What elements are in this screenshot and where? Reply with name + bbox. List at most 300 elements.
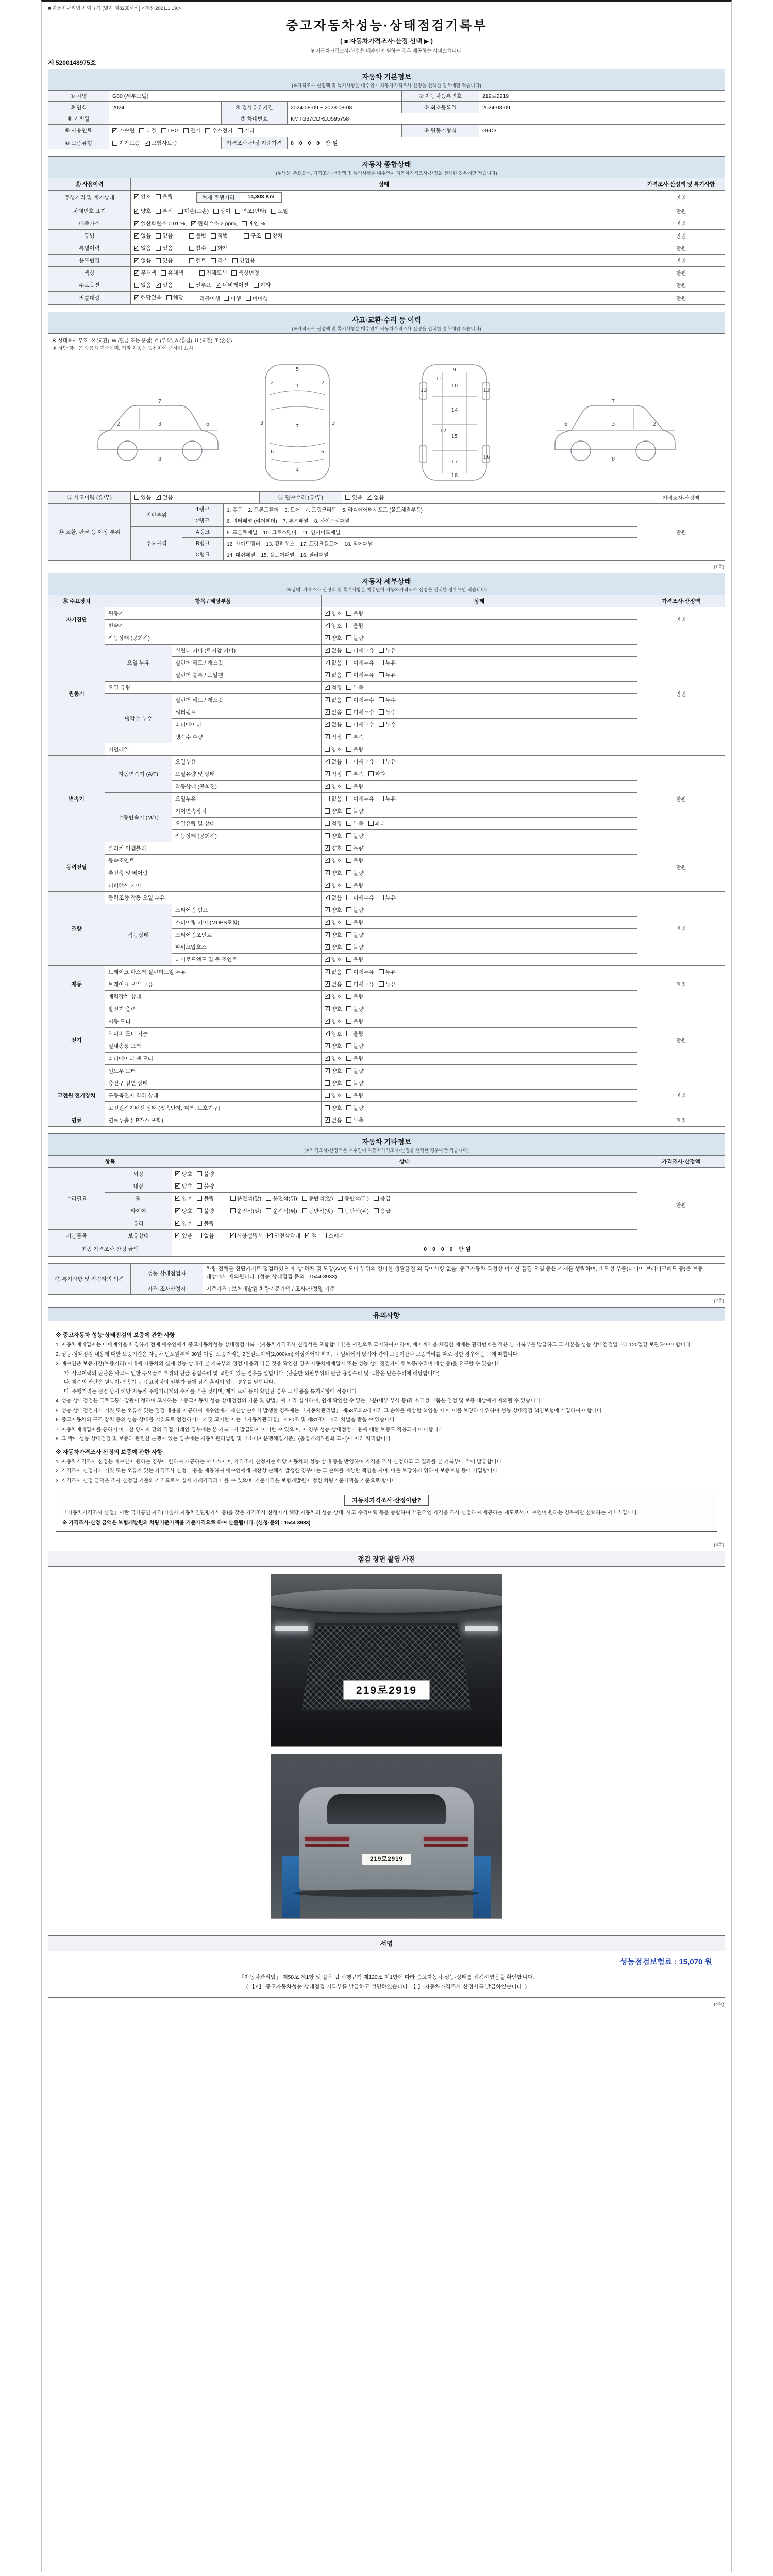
checkbox-option[interactable] <box>231 269 259 277</box>
checkbox-option[interactable] <box>346 1042 363 1050</box>
checkbox-option[interactable] <box>374 1207 391 1215</box>
checkbox-icon[interactable] <box>346 759 351 764</box>
checkbox-option[interactable] <box>197 1170 214 1178</box>
checkbox-icon[interactable] <box>346 623 351 628</box>
checkbox-option[interactable] <box>346 844 363 852</box>
checkbox-icon[interactable] <box>178 209 183 214</box>
checkbox-option[interactable] <box>189 257 206 264</box>
checkbox-option[interactable] <box>156 207 173 215</box>
checkbox-option[interactable] <box>346 684 363 691</box>
checkbox-icon[interactable] <box>374 1196 379 1201</box>
checked-checkbox-icon[interactable] <box>325 722 330 727</box>
checkbox-option[interactable] <box>368 820 385 827</box>
checkbox-option[interactable] <box>112 127 135 134</box>
checkbox-icon[interactable] <box>346 944 351 950</box>
checkbox-icon[interactable] <box>166 295 172 300</box>
checkbox-option[interactable] <box>346 869 363 877</box>
checkbox-icon[interactable] <box>379 796 384 801</box>
checkbox-option[interactable] <box>346 906 363 914</box>
checked-checkbox-icon[interactable] <box>134 221 139 226</box>
checkbox-option[interactable] <box>346 659 374 667</box>
checkbox-option[interactable] <box>325 980 342 988</box>
checkbox-icon[interactable] <box>139 128 144 133</box>
checkbox-option[interactable] <box>156 281 173 289</box>
checkbox-option[interactable] <box>134 207 151 215</box>
checkbox-option[interactable] <box>325 609 342 617</box>
checkbox-option[interactable] <box>325 708 342 716</box>
checkbox-option[interactable] <box>161 269 183 277</box>
checkbox-option[interactable] <box>238 127 255 134</box>
checkbox-option[interactable] <box>134 269 156 277</box>
checkbox-icon[interactable] <box>230 1196 236 1201</box>
checkbox-option[interactable] <box>325 1116 342 1124</box>
checkbox-icon[interactable] <box>242 221 247 226</box>
checkbox-option[interactable] <box>325 1079 342 1087</box>
checked-checkbox-icon[interactable] <box>325 685 330 690</box>
checkbox-option[interactable] <box>379 696 396 704</box>
checked-checkbox-icon[interactable] <box>325 994 330 999</box>
checkbox-option[interactable] <box>156 193 173 200</box>
checked-checkbox-icon[interactable] <box>175 1233 180 1238</box>
checkbox-icon[interactable] <box>346 796 351 801</box>
checkbox-icon[interactable] <box>346 1019 351 1024</box>
checkbox-option[interactable] <box>346 894 374 902</box>
checked-checkbox-icon[interactable] <box>267 1233 273 1238</box>
checkbox-option[interactable] <box>346 721 374 728</box>
checkbox-option[interactable] <box>230 1195 262 1202</box>
checkbox-option[interactable] <box>325 968 342 976</box>
checkbox-option[interactable] <box>197 1182 214 1190</box>
checkbox-icon[interactable] <box>156 209 161 214</box>
checkbox-icon[interactable] <box>161 128 166 133</box>
checkbox-option[interactable] <box>325 993 342 1001</box>
checkbox-option[interactable] <box>199 269 227 277</box>
checkbox-option[interactable] <box>346 968 374 976</box>
checkbox-icon[interactable] <box>346 808 351 814</box>
checkbox-icon[interactable] <box>232 258 238 263</box>
checked-checkbox-icon[interactable] <box>325 635 330 640</box>
checkbox-icon[interactable] <box>156 233 161 239</box>
checked-checkbox-icon[interactable] <box>112 128 117 133</box>
checkbox-icon[interactable] <box>325 833 330 838</box>
checkbox-option[interactable] <box>346 1030 363 1038</box>
checkbox-option[interactable] <box>242 219 265 227</box>
checkbox-option[interactable] <box>175 1170 192 1178</box>
checkbox-icon[interactable] <box>161 270 166 276</box>
checkbox-icon[interactable] <box>346 722 351 727</box>
checkbox-option[interactable] <box>325 919 342 926</box>
checkbox-option[interactable] <box>325 622 342 630</box>
checkbox-icon[interactable] <box>346 969 351 974</box>
checkbox-icon[interactable] <box>213 209 219 214</box>
checked-checkbox-icon[interactable] <box>325 944 330 950</box>
checkbox-option[interactable] <box>134 244 151 252</box>
checkbox-icon[interactable] <box>230 1208 236 1213</box>
checkbox-option[interactable] <box>191 219 237 227</box>
checkbox-option[interactable] <box>325 1055 342 1062</box>
checkbox-icon[interactable] <box>346 1056 351 1061</box>
checked-checkbox-icon[interactable] <box>325 623 330 628</box>
checkbox-icon[interactable] <box>302 1196 307 1201</box>
checked-checkbox-icon[interactable] <box>230 1233 236 1238</box>
checkbox-option[interactable] <box>266 1195 297 1202</box>
checkbox-icon[interactable] <box>244 233 249 239</box>
checked-checkbox-icon[interactable] <box>325 784 330 789</box>
checkbox-option[interactable] <box>346 919 363 926</box>
checkbox-icon[interactable] <box>134 283 139 288</box>
checkbox-option[interactable] <box>338 1207 369 1215</box>
checkbox-option[interactable] <box>346 943 363 951</box>
checked-checkbox-icon[interactable] <box>134 209 139 214</box>
checkbox-option[interactable] <box>346 980 374 988</box>
checkbox-option[interactable] <box>325 783 342 790</box>
checkbox-option[interactable] <box>346 770 363 778</box>
checkbox-icon[interactable] <box>325 796 330 801</box>
checkbox-icon[interactable] <box>325 821 330 826</box>
checkbox-option[interactable] <box>325 882 342 889</box>
checkbox-option[interactable] <box>379 795 396 803</box>
checkbox-icon[interactable] <box>379 969 384 974</box>
checkbox-icon[interactable] <box>346 1093 351 1098</box>
checkbox-icon[interactable] <box>156 246 161 251</box>
checked-checkbox-icon[interactable] <box>134 295 139 300</box>
checked-checkbox-icon[interactable] <box>134 246 139 251</box>
checkbox-option[interactable] <box>156 257 173 264</box>
checkbox-icon[interactable] <box>189 233 194 239</box>
checkbox-icon[interactable] <box>346 709 351 715</box>
checkbox-option[interactable] <box>346 993 363 1001</box>
checkbox-option[interactable] <box>267 1232 300 1240</box>
checked-checkbox-icon[interactable] <box>145 141 150 146</box>
checkbox-option[interactable] <box>346 783 363 790</box>
checkbox-option[interactable] <box>265 232 282 240</box>
checkbox-icon[interactable] <box>346 1031 351 1036</box>
checkbox-option[interactable] <box>379 721 396 728</box>
checkbox-icon[interactable] <box>238 128 243 133</box>
checkbox-icon[interactable] <box>368 771 374 776</box>
checkbox-option[interactable] <box>325 857 342 865</box>
checked-checkbox-icon[interactable] <box>191 221 196 226</box>
checkbox-option[interactable] <box>197 1219 214 1227</box>
checkbox-icon[interactable] <box>325 1105 330 1110</box>
checkbox-option[interactable] <box>175 1182 192 1190</box>
checkbox-option[interactable] <box>305 1232 317 1240</box>
checkbox-option[interactable] <box>235 207 266 215</box>
checkbox-option[interactable] <box>134 232 151 240</box>
checkbox-icon[interactable] <box>211 258 216 263</box>
checkbox-icon[interactable] <box>266 1208 271 1213</box>
checked-checkbox-icon[interactable] <box>325 969 330 974</box>
checkbox-option[interactable] <box>379 659 396 667</box>
checkbox-icon[interactable] <box>189 283 194 288</box>
checkbox-option[interactable] <box>379 968 396 976</box>
checkbox-icon[interactable] <box>346 672 351 677</box>
checkbox-option[interactable] <box>325 758 342 766</box>
checkbox-option[interactable] <box>325 1067 342 1075</box>
checkbox-icon[interactable] <box>346 981 351 987</box>
checkbox-option[interactable] <box>134 294 162 301</box>
checkbox-option[interactable] <box>271 207 288 215</box>
checkbox-option[interactable] <box>346 1116 363 1124</box>
checkbox-option[interactable] <box>345 494 362 501</box>
checkbox-option[interactable] <box>134 219 187 227</box>
checked-checkbox-icon[interactable] <box>325 1031 330 1036</box>
checkbox-icon[interactable] <box>265 233 271 239</box>
checkbox-icon[interactable] <box>379 981 384 987</box>
checkbox-option[interactable] <box>346 807 363 815</box>
checkbox-icon[interactable] <box>346 932 351 937</box>
checkbox-icon[interactable] <box>346 895 351 900</box>
checked-checkbox-icon[interactable] <box>325 957 330 962</box>
checked-checkbox-icon[interactable] <box>134 233 139 239</box>
checkbox-option[interactable] <box>156 232 173 240</box>
checkbox-option[interactable] <box>346 609 363 617</box>
checkbox-option[interactable] <box>338 1195 369 1202</box>
checked-checkbox-icon[interactable] <box>134 270 139 276</box>
checkbox-icon[interactable] <box>346 1080 351 1086</box>
checked-checkbox-icon[interactable] <box>325 981 330 987</box>
checkbox-option[interactable] <box>322 1232 344 1240</box>
checkbox-icon[interactable] <box>346 1068 351 1073</box>
checkbox-icon[interactable] <box>266 1196 271 1201</box>
checkbox-option[interactable] <box>175 1207 192 1215</box>
checkbox-option[interactable] <box>189 281 211 289</box>
checkbox-icon[interactable] <box>379 697 384 702</box>
checkbox-icon[interactable] <box>235 209 240 214</box>
checkbox-icon[interactable] <box>197 1183 202 1189</box>
checkbox-option[interactable] <box>346 882 363 889</box>
checked-checkbox-icon[interactable] <box>325 672 330 677</box>
checkbox-option[interactable] <box>134 281 151 289</box>
checkbox-option[interactable] <box>346 758 374 766</box>
checkbox-option[interactable] <box>302 1207 333 1215</box>
checkbox-option[interactable] <box>325 745 342 753</box>
checkbox-icon[interactable] <box>346 771 351 776</box>
checkbox-icon[interactable] <box>379 759 384 764</box>
checked-checkbox-icon[interactable] <box>325 920 330 925</box>
checkbox-option[interactable] <box>346 931 363 939</box>
checkbox-option[interactable] <box>325 931 342 939</box>
checkbox-option[interactable] <box>346 1055 363 1062</box>
checkbox-icon[interactable] <box>346 821 351 826</box>
checkbox-icon[interactable] <box>374 1208 379 1213</box>
checkbox-option[interactable] <box>325 1092 342 1099</box>
checkbox-option[interactable] <box>346 820 363 827</box>
checkbox-icon[interactable] <box>346 1006 351 1011</box>
checkbox-icon[interactable] <box>346 648 351 653</box>
checkbox-icon[interactable] <box>379 672 384 677</box>
checkbox-icon[interactable] <box>379 648 384 653</box>
checkbox-icon[interactable] <box>271 209 276 214</box>
checkbox-icon[interactable] <box>346 685 351 690</box>
checkbox-option[interactable] <box>325 1005 342 1013</box>
checkbox-option[interactable] <box>346 745 363 753</box>
checkbox-option[interactable] <box>325 634 342 642</box>
checkbox-option[interactable] <box>346 1104 363 1112</box>
checked-checkbox-icon[interactable] <box>175 1221 180 1226</box>
checkbox-option[interactable] <box>374 1195 391 1202</box>
checkbox-option[interactable] <box>325 1104 342 1112</box>
checkbox-option[interactable] <box>368 770 385 778</box>
checked-checkbox-icon[interactable] <box>325 1019 330 1024</box>
checkbox-option[interactable] <box>367 494 384 501</box>
checkbox-icon[interactable] <box>211 233 216 239</box>
checkbox-option[interactable] <box>325 671 342 679</box>
checkbox-option[interactable] <box>145 139 178 147</box>
checkbox-option[interactable] <box>213 207 230 215</box>
checkbox-icon[interactable] <box>379 722 384 727</box>
checkbox-option[interactable] <box>183 127 200 134</box>
checked-checkbox-icon[interactable] <box>325 907 330 912</box>
checkbox-option[interactable] <box>325 1042 342 1050</box>
checkbox-option[interactable] <box>134 257 151 264</box>
checkbox-option[interactable] <box>325 721 342 728</box>
checkbox-icon[interactable] <box>346 611 351 616</box>
checkbox-icon[interactable] <box>156 258 161 263</box>
checkbox-option[interactable] <box>325 956 342 963</box>
checkbox-option[interactable] <box>346 696 374 704</box>
checkbox-icon[interactable] <box>302 1208 307 1213</box>
checkbox-option[interactable] <box>346 622 363 630</box>
checkbox-option[interactable] <box>379 758 396 766</box>
checked-checkbox-icon[interactable] <box>325 845 330 851</box>
checkbox-icon[interactable] <box>254 283 259 288</box>
checked-checkbox-icon[interactable] <box>175 1183 180 1189</box>
checkbox-option[interactable] <box>325 647 342 654</box>
checkbox-icon[interactable] <box>338 1196 343 1201</box>
checkbox-option[interactable] <box>325 807 342 815</box>
checkbox-option[interactable] <box>346 857 363 865</box>
checkbox-option[interactable] <box>189 232 206 240</box>
checkbox-option[interactable] <box>325 795 342 803</box>
checkbox-option[interactable] <box>139 127 156 134</box>
checked-checkbox-icon[interactable] <box>325 697 330 702</box>
checkbox-icon[interactable] <box>346 883 351 888</box>
checkbox-icon[interactable] <box>134 495 139 500</box>
checkbox-option[interactable] <box>346 1092 363 1099</box>
checked-checkbox-icon[interactable] <box>325 648 330 653</box>
checkbox-icon[interactable] <box>112 141 117 146</box>
checked-checkbox-icon[interactable] <box>325 1056 330 1061</box>
checkbox-icon[interactable] <box>199 270 205 276</box>
checkbox-option[interactable] <box>230 1232 263 1240</box>
checkbox-option[interactable] <box>178 207 209 215</box>
checkbox-icon[interactable] <box>325 808 330 814</box>
checkbox-icon[interactable] <box>346 784 351 789</box>
checkbox-option[interactable] <box>346 956 363 963</box>
checkbox-icon[interactable] <box>346 1043 351 1048</box>
checkbox-option[interactable] <box>346 1005 363 1013</box>
checkbox-icon[interactable] <box>346 994 351 999</box>
checked-checkbox-icon[interactable] <box>305 1233 310 1238</box>
checkbox-option[interactable] <box>325 832 342 840</box>
checkbox-option[interactable] <box>346 1018 363 1025</box>
checked-checkbox-icon[interactable] <box>216 283 221 288</box>
checked-checkbox-icon[interactable] <box>156 495 161 500</box>
checkbox-option[interactable] <box>156 494 173 501</box>
checkbox-option[interactable] <box>134 494 151 501</box>
checkbox-option[interactable] <box>325 820 342 827</box>
checkbox-option[interactable] <box>325 844 342 852</box>
checked-checkbox-icon[interactable] <box>325 870 330 875</box>
checkbox-option[interactable] <box>175 1232 192 1240</box>
checkbox-option[interactable] <box>197 1207 214 1215</box>
checkbox-option[interactable] <box>346 1067 363 1075</box>
checkbox-option[interactable] <box>156 244 173 252</box>
checkbox-option[interactable] <box>266 1207 297 1215</box>
checkbox-icon[interactable] <box>197 1196 202 1201</box>
checkbox-icon[interactable] <box>231 270 237 276</box>
checkbox-icon[interactable] <box>346 747 351 752</box>
checked-checkbox-icon[interactable] <box>325 858 330 863</box>
checkbox-option[interactable] <box>246 295 268 302</box>
checkbox-option[interactable] <box>216 281 249 289</box>
checkbox-icon[interactable] <box>346 957 351 962</box>
checkbox-option[interactable] <box>325 1018 342 1025</box>
checked-checkbox-icon[interactable] <box>325 660 330 665</box>
checked-checkbox-icon[interactable] <box>325 1117 330 1123</box>
checkbox-icon[interactable] <box>211 246 216 251</box>
checkbox-option[interactable] <box>346 634 363 642</box>
checked-checkbox-icon[interactable] <box>367 495 372 500</box>
checkbox-icon[interactable] <box>346 920 351 925</box>
checkbox-option[interactable] <box>325 894 342 902</box>
checkbox-option[interactable] <box>224 295 241 302</box>
checkbox-icon[interactable] <box>325 747 330 752</box>
checked-checkbox-icon[interactable] <box>175 1171 180 1176</box>
checkbox-icon[interactable] <box>325 1080 330 1086</box>
checkbox-icon[interactable] <box>345 495 350 500</box>
checkbox-option[interactable] <box>325 696 342 704</box>
checkbox-icon[interactable] <box>368 821 374 826</box>
checked-checkbox-icon[interactable] <box>175 1196 180 1201</box>
checkbox-option[interactable] <box>254 281 271 289</box>
checkbox-icon[interactable] <box>379 895 384 900</box>
checkbox-icon[interactable] <box>346 870 351 875</box>
checkbox-option[interactable] <box>325 906 342 914</box>
checkbox-option[interactable] <box>211 232 228 240</box>
checkbox-icon[interactable] <box>246 296 251 301</box>
checked-checkbox-icon[interactable] <box>325 771 330 776</box>
checkbox-icon[interactable] <box>346 907 351 912</box>
checkbox-option[interactable] <box>134 193 151 200</box>
checkbox-icon[interactable] <box>156 194 161 199</box>
checkbox-icon[interactable] <box>346 845 351 851</box>
checked-checkbox-icon[interactable] <box>325 734 330 739</box>
checkbox-option[interactable] <box>175 1219 192 1227</box>
checkbox-icon[interactable] <box>325 1093 330 1098</box>
checkbox-option[interactable] <box>244 232 261 240</box>
checkbox-icon[interactable] <box>197 1171 202 1176</box>
checkbox-icon[interactable] <box>346 858 351 863</box>
checkbox-option[interactable] <box>197 1195 214 1202</box>
checked-checkbox-icon[interactable] <box>325 1043 330 1048</box>
checked-checkbox-icon[interactable] <box>325 1068 330 1073</box>
checkbox-icon[interactable] <box>197 1221 202 1226</box>
checkbox-option[interactable] <box>325 943 342 951</box>
checkbox-icon[interactable] <box>346 660 351 665</box>
checkbox-icon[interactable] <box>189 246 194 251</box>
checkbox-icon[interactable] <box>346 734 351 739</box>
checked-checkbox-icon[interactable] <box>325 932 330 937</box>
checkbox-option[interactable] <box>379 980 396 988</box>
checkbox-icon[interactable] <box>379 709 384 715</box>
checkbox-option[interactable] <box>346 733 363 741</box>
checkbox-option[interactable] <box>379 647 396 654</box>
checkbox-option[interactable] <box>346 708 374 716</box>
checkbox-option[interactable] <box>161 128 179 134</box>
checkbox-option[interactable] <box>232 257 255 264</box>
